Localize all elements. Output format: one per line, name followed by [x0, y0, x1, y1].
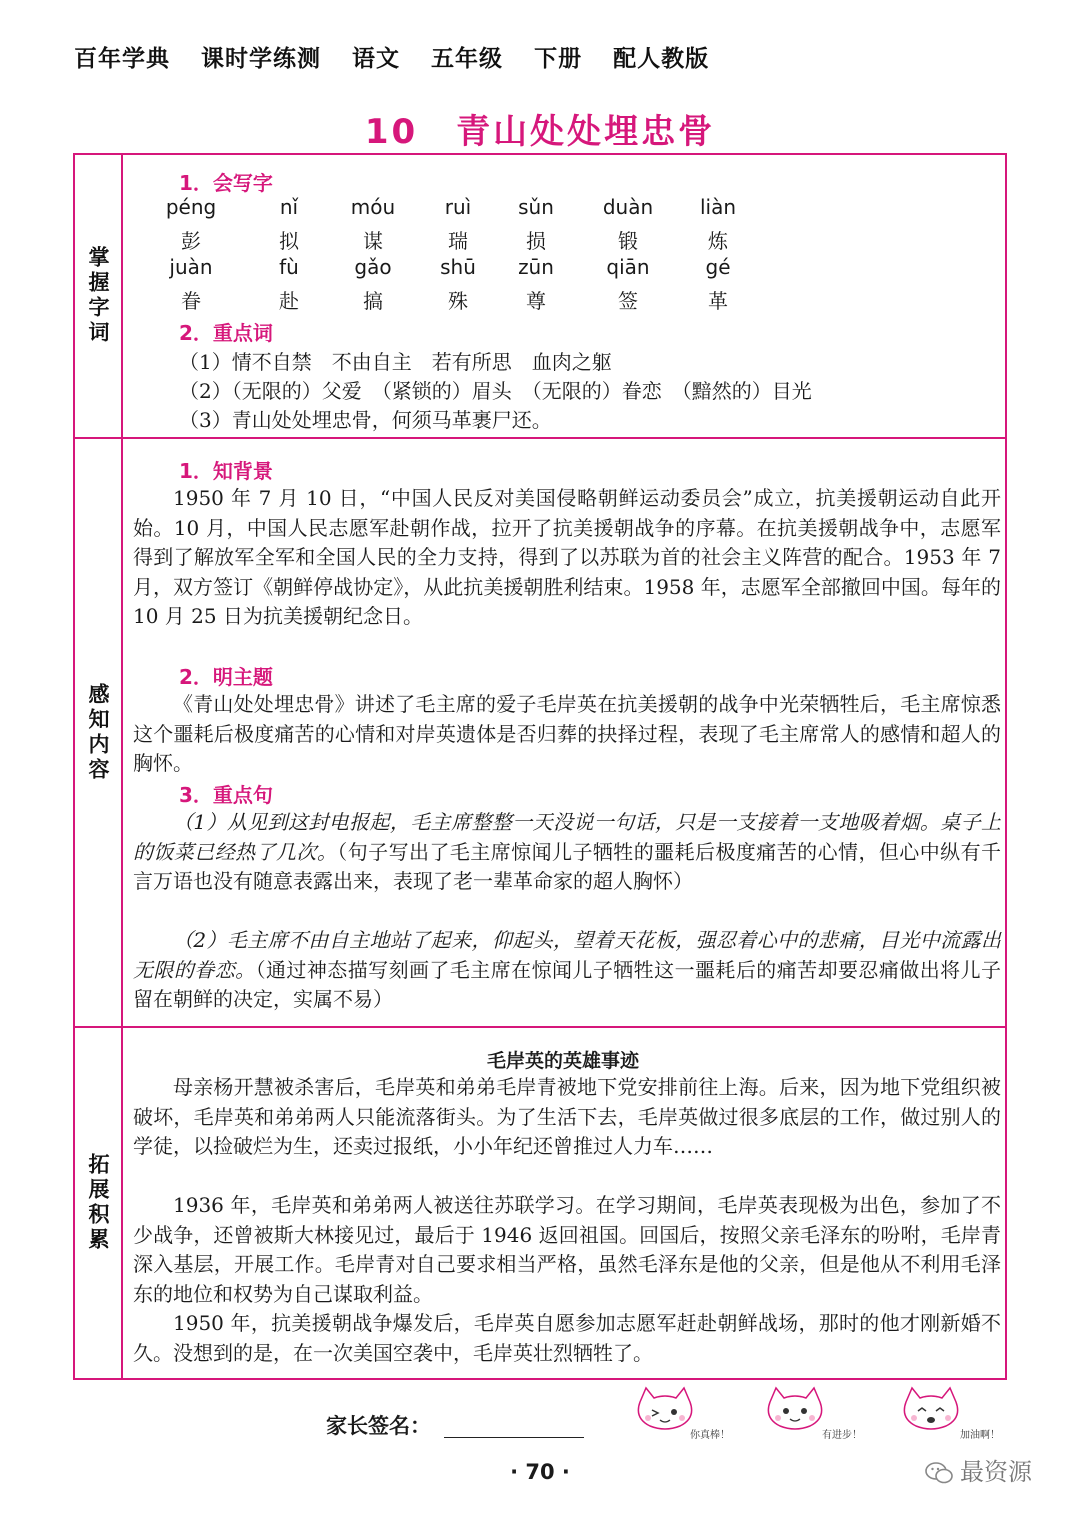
background-paragraph: 1950 年 7 月 10 日，“中国人民反对美国侵略朝鲜运动委员会”成立，抗美援朝运动自此开始。10 月，中国人民志愿军赴朝作战，拉开了抗美援朝战争的序幕。在抗美援朝战争中，志愿军得到了解放军全军和全国人民的全力支持，得到了以苏联为首的社会主义阵营的配合。1953 年 7 月，双方签订《朝鲜停战协定》，从此抗美援朝胜利结束。1958 年，志愿军全部撤回中国。每年的 10 月 25 日为抗美援朝纪念日。	[133, 486, 1001, 628]
section-side	[75, 155, 123, 437]
section-content	[123, 439, 1005, 1026]
cat-icon	[896, 1384, 966, 1434]
section-side	[75, 439, 123, 1026]
key-sentence-2	[133, 926, 1001, 1015]
cat-sticker-1	[630, 1384, 735, 1446]
subheading: 2．明主题	[179, 665, 273, 689]
page-number: · 70 ·	[510, 1460, 570, 1484]
story-paragraph: 1936 年，毛岸英和弟弟两人被送往苏联学习。在学习期间，毛岸英表现极为出色，参加了不少战争，还曾被斯大林接见过，最后于 1946 返回祖国。回国后，按照父亲毛泽东的吩咐，毛岸青深入基层，开展工作。毛岸青对自己要求相当严格，虽然毛泽东是他的父亲，但是他从不利用毛泽东的地位和权势为自己谋取利益。	[133, 1193, 1001, 1306]
sentence-note: （句子写出了毛主席惊闻儿子牺牲的噩耗后极度痛苦的心情，但心中纵有千言万语也没有随意表露出来，表现了老一辈革命家的超人胸怀）	[133, 839, 1002, 893]
watermark	[924, 1452, 1032, 1487]
theme-paragraph: 《青山处处埋忠骨》讲述了毛主席的爱子毛岸英在抗美援朝的战争中光荣牺牲后，毛主席惊悉这个噩耗后极度痛苦的心情和对岸英遗体是否归葬的抉择过程，表现了毛主席常人的感情和超人的胸怀。	[133, 692, 1001, 775]
watermark-text: 最资源	[960, 1458, 1032, 1486]
cat-sticker-3	[896, 1384, 1001, 1446]
pinyin: gé	[705, 255, 731, 279]
story-paragraph: 母亲杨开慧被杀害后，毛岸英和弟弟毛岸青被地下党安排前往上海。后来，因为地下党组织被破坏，毛岸英和弟弟两人只能流落街头。为了生活下去，毛岸英做过很多底层的工作，做过别人的学徒，以捡破烂为生，还卖过报纸，小小年纪还曾推过人力车……	[133, 1075, 1001, 1158]
header-item: 五年级	[431, 46, 504, 72]
word-line: （2）（无限的）父爱 （紧锁的）眉头 （无限的）眷恋 （黯然的）目光	[179, 379, 812, 403]
pinyin: fù	[279, 255, 299, 279]
pinyin: nǐ	[279, 195, 299, 219]
section-label: 感知内容	[86, 682, 110, 783]
pinyin: juàn	[169, 255, 213, 279]
pinyin: qiān	[606, 255, 650, 279]
page-header	[74, 40, 731, 73]
section-label: 掌握字词	[86, 246, 110, 346]
wechat-icon	[924, 1460, 954, 1486]
header-item: 下册	[534, 46, 583, 72]
cat-icon	[760, 1384, 830, 1434]
lesson-title	[0, 104, 1080, 153]
cat-sticker-2	[760, 1384, 865, 1446]
signature-line[interactable]	[444, 1437, 584, 1438]
section-content	[123, 155, 1005, 437]
section-comprehension	[75, 439, 1005, 1028]
character: 炼	[708, 229, 728, 253]
sticker-caption: 有进步！	[822, 1430, 862, 1441]
content-frame	[73, 153, 1007, 1380]
story-title: 毛岸英的英雄事迹	[486, 1050, 639, 1072]
pinyin: sǔn	[518, 195, 554, 219]
subheading: 2．重点词	[179, 321, 273, 345]
character: 拟	[279, 229, 299, 253]
lesson-number: 10	[364, 112, 419, 152]
sticker-caption: 加油啊！	[960, 1430, 1000, 1441]
character: 眷	[181, 289, 201, 313]
pinyin: móu	[350, 195, 396, 219]
sentence-note: （通过神态描写刻画了毛主席在惊闻儿子牺牲这一噩耗后的痛苦却要忍痛做出将儿子留在朝鲜的决定，实属不易）	[133, 957, 1002, 1011]
pinyin: shū	[440, 255, 476, 279]
section-content	[123, 1028, 1005, 1378]
character: 殊	[448, 289, 468, 313]
character: 搞	[363, 289, 383, 313]
key-sentence-1	[133, 808, 1001, 897]
story-paragraph: 1950 年，抗美援朝战争爆发后，毛岸英自愿参加志愿军赶赴朝鲜战场，那时的他才刚新婚不久。没想到的是，在一次美国空袭中，毛岸英壮烈牺牲了。	[133, 1311, 1001, 1365]
header-item: 配人教版	[613, 46, 710, 72]
subheading: 3．重点句	[179, 783, 273, 807]
lesson-name: 青山处处埋忠骨	[456, 112, 716, 152]
section-extension	[75, 1028, 1005, 1378]
character: 谋	[363, 229, 383, 253]
subheading: 1．知背景	[179, 459, 273, 483]
pinyin: péng	[165, 195, 217, 219]
header-item: 课时学练测	[201, 46, 322, 72]
character: 损	[526, 229, 546, 253]
pinyin: duàn	[602, 195, 654, 219]
section-label: 拓展积累	[86, 1153, 110, 1253]
character: 瑞	[448, 229, 468, 253]
character: 锻	[618, 229, 638, 253]
section-vocabulary	[75, 155, 1005, 439]
pinyin: zūn	[518, 255, 554, 279]
pinyin: gǎo	[354, 255, 392, 279]
character: 赴	[279, 289, 299, 313]
section-side	[75, 1028, 123, 1378]
pinyin: liàn	[699, 195, 737, 219]
parent-signature-label: 家长签名：	[326, 1414, 431, 1438]
pinyin: ruì	[444, 195, 472, 219]
header-item: 百年学典	[74, 46, 170, 72]
sticker-caption: 你真棒！	[690, 1430, 730, 1441]
character: 彭	[181, 229, 201, 253]
sentence-quote: （1）从见到这封电报起，毛主席整整一天没说一句话，只是一支接着一支地吸着烟。桌子上的饭菜已经热了几次。	[133, 810, 1001, 864]
character: 革	[708, 289, 728, 313]
character: 尊	[526, 289, 546, 313]
sentence-quote: （2）毛主席不由自主地站了起来，仰起头，望着天花板，强忍着心中的悲痛，目光中流露出无限的眷恋。	[133, 928, 1001, 982]
header-item: 语文	[352, 46, 401, 72]
character: 签	[618, 289, 638, 313]
word-line: （3）青山处处埋忠骨，何须马革裹尸还。	[179, 408, 552, 432]
subheading: 1．会写字	[179, 171, 273, 195]
word-line: （1）情不自禁 不由自主 若有所思 血肉之躯	[179, 350, 612, 374]
